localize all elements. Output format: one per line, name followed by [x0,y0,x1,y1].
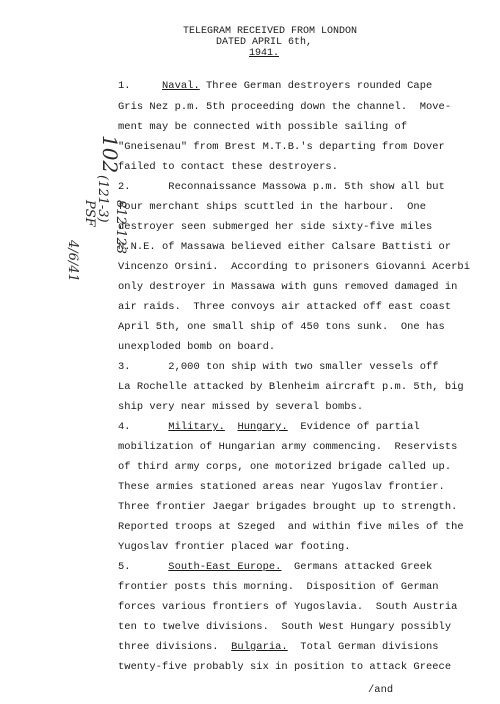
para1-number: 1. [118,80,131,92]
para1-line4: "Gneisenau" from Brest M.T.B.'s departing from Dover [118,141,445,153]
para2-line4: N.N.E. of Massawa believed either Calsare Battisti or [118,241,452,253]
para4-heading-military: Military. [168,421,225,433]
para1-text-1: Three German destroyers rounded Cape [199,80,433,92]
para3-line3: ship very near missed by several bombs. [118,401,364,413]
header-line-2: DATED APRIL 6th, [215,37,312,48]
para2-line5: Vincenzo Orsini. According to prisoners Giovanni Acerbi [118,261,470,273]
para1-line3: ment may be connected with possible sailing of [118,121,408,133]
para2-line9: unexploded bomb on board. [118,341,276,353]
margin-note-2: 812-123 [113,200,128,255]
para5-line5 [118,641,478,654]
para4-line3: of third army corps, one motorized brigade called up. [118,461,452,473]
para3-line1 [118,361,478,374]
para3-text-1: 2,000 ton ship with two smaller vessels off [168,361,439,373]
para1-line2: Gris Nez p.m. 5th proceeding down the channel. Move- [118,101,452,113]
header-line-3: 1941. [248,48,279,59]
para5-text-5c: Total German divisions [287,641,439,653]
para5-heading-bulgaria: Bulgaria. [231,641,288,653]
margin-note-number: 102 [98,135,122,174]
para5-text-5a: three divisions. [118,641,232,653]
para1-heading: Naval. [162,80,200,92]
para3-line2: La Rochelle attacked by Blenheim aircraft p.m. 5th, big [118,381,464,393]
para5-line6: twenty-five probably six in position to attack Greece [118,661,452,673]
para4-line5: Three frontier Jaegar brigades brought up to strength. [118,501,458,513]
para5-line2: frontier posts this morning. Disposition of German [118,581,439,593]
para5-heading: South-East Europe. [168,561,282,573]
para5-number: 5. [118,561,131,573]
para4-text-1: Evidence of partial [287,421,420,433]
margin-note-4: 4/6/41 [65,240,80,282]
continuation-mark: /and [368,684,394,696]
para3-number: 3. [118,361,131,373]
para4-heading-hungary: Hungary. [237,421,288,433]
margin-note-3: PSF [82,200,97,227]
header-line-1: TELEGRAM RECEIVED FROM LONDON [182,26,358,37]
margin-note-1: (121-3) [95,175,110,223]
para5-line4: ten to twelve divisions. South West Hungary possibly [118,621,452,633]
para4-line4: These armies stationed areas near Yugoslav frontier. [118,481,445,493]
para2-line8: April 5th, one small ship of 450 tons sunk. One has [118,321,445,333]
para2-line3: destroyer seen submerged her side sixty-five miles [118,221,433,233]
para2-line1 [118,181,478,194]
telegram-header-year [0,48,500,59]
para4-number: 4. [118,421,131,433]
para2-line2: four merchant ships scuttled in the harbour. One [118,201,426,213]
para5-line3: forces various frontiers of Yugoslavia. South Austria [118,601,458,613]
telegram-header-date [0,37,500,48]
para5-line1 [118,561,478,574]
para2-text-1: Reconnaissance Massowa p.m. 5th show all but [168,181,445,193]
para2-line7: air raids. Three convoys air attacked off east coast [118,301,452,313]
para2-line6: only destroyer in Massawa with guns removed damaged in [118,281,458,293]
telegram-header-title [0,26,500,37]
para4-line6: Reported troops at Szeged and within five miles of the [118,521,464,533]
para1-line1 [118,80,478,93]
para5-text-1: Germans attacked Greek [281,561,433,573]
para4-line2: mobilization of Hungarian army commencing. Reservists [118,441,458,453]
para4-line1 [118,421,478,434]
para4-line7: Yugoslav frontier placed war footing. [118,541,351,553]
para2-number: 2. [118,181,131,193]
para1-line5: failed to contact these destroyers. [118,161,338,173]
